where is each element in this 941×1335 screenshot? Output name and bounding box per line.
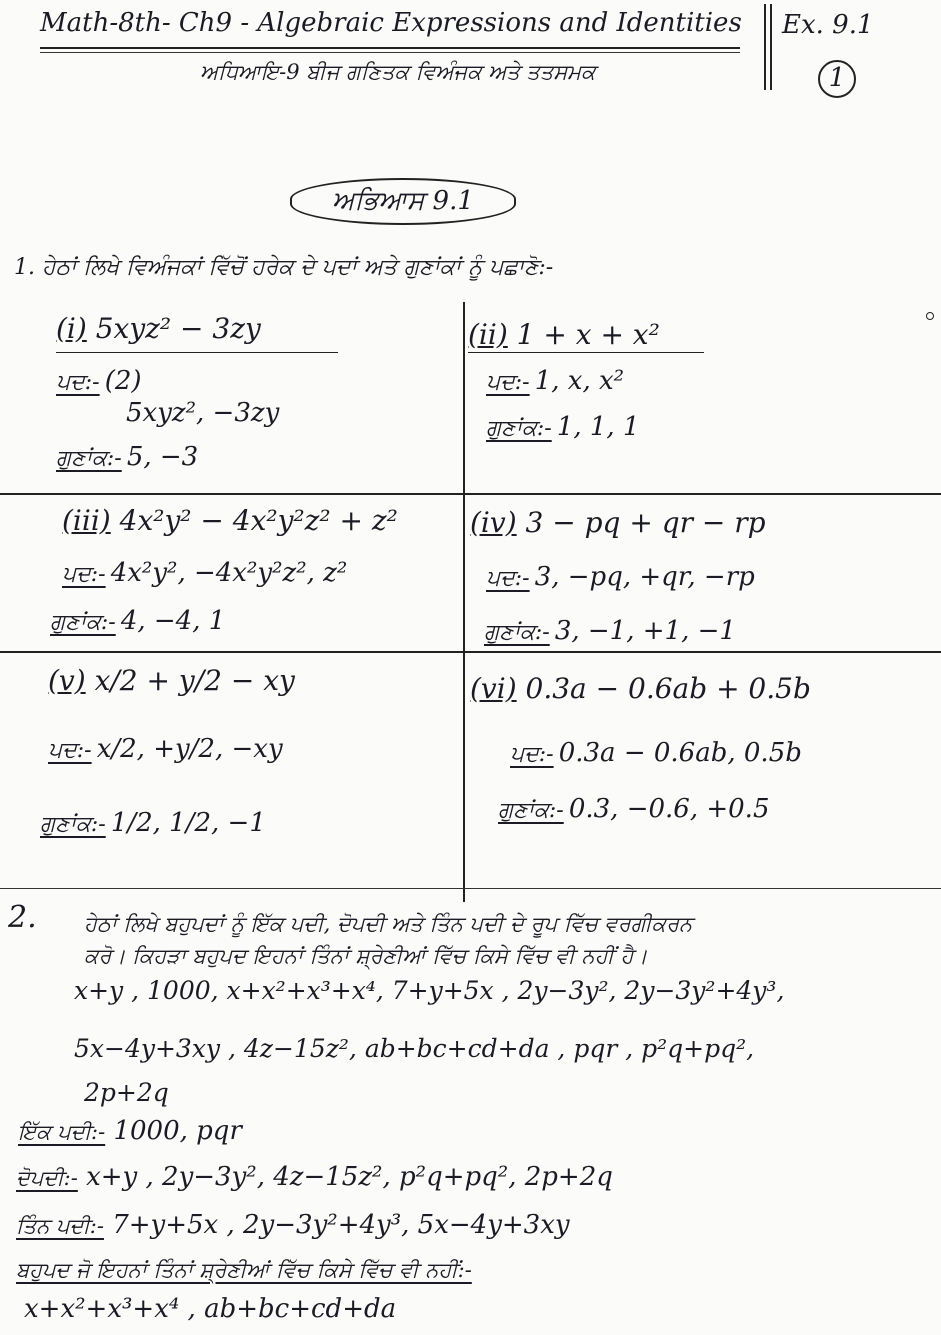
page-number-circle: 1 (818, 60, 856, 98)
question-1-text: 1. ਹੇਠਾਂ ਲਿਖੇ ਵਿਅੰਜਕਾਂ ਵਿੱਚੋਂ ਹਰੇਕ ਦੇ ਪਦਾਂ ਅਤੇ ਗੁਣਾਂਕਾਂ ਨੂੰ ਪਛਾਣੋ:- (14, 255, 554, 280)
binomial-answer: ਦੋਪਦੀ:- x+y , 2y−3y², 4z−15z², p²q+pq², 2p+2q (16, 1162, 613, 1192)
cell-i-underline (56, 352, 338, 353)
none-category-answer: x+x²+x³+x⁴ , ab+bc+cd+da (24, 1294, 397, 1324)
exercise-heading: ਅਭਿਆਸ 9.1 (290, 178, 516, 225)
cell-ii-terms-row: ਪਦ:- 1, x, x² (486, 366, 625, 396)
cell-vi-coefs-row: ਗੁਣਾਂਕ:- 0.3, −0.6, +0.5 (498, 794, 770, 824)
cell-iv-terms-row: ਪਦ:- 3, −pq, +qr, −rp (486, 562, 755, 592)
cell-iii-coefs-row: ਗੁਣਾਂਕ:- 4, −4, 1 (50, 606, 226, 636)
trinomial-answer: ਤਿੰਨ ਪਦੀ:- 7+y+5x , 2y−3y²+4y³, 5x−4y+3xy (16, 1210, 570, 1240)
cell-iii-terms-row: ਪਦ:- 4x²y², −4x²y²z², z² (62, 558, 348, 588)
cell-iv-coefs-row: ਗੁਣਾਂਕ:- 3, −1, +1, −1 (484, 616, 736, 646)
monomial-answer: ਇੱਕ ਪਦੀ:- 1000, pqr (18, 1116, 242, 1146)
question-2-list-line1: x+y , 1000, x+x²+x³+x⁴, 7+y+5x , 2y−3y², 2y−3y²+4y³, (74, 976, 785, 1005)
page-subtitle: ਅਧਿਆਇ-9 ਬੀਜ ਗਣਿਤਕ ਵਿਅੰਜਕ ਅਤੇ ਤਤਸਮਕ (200, 60, 596, 84)
cell-vi-expression: (vi) 0.3a − 0.6ab + 0.5b (470, 672, 811, 705)
grid-vertical-divider (463, 302, 465, 902)
grid-row-divider (0, 493, 941, 495)
none-category-label: ਬਹੁਪਦ ਜੋ ਇਹਨਾਂ ਤਿੰਨਾਂ ਸ਼੍ਰੇਣੀਆਂ ਵਿੱਚ ਕਿਸੇ ਵਿੱਚ ਵੀ ਨਹੀਂ:- (16, 1258, 472, 1282)
page-title: Math-8th- Ch9 - Algebraic Expressions and Identities (40, 8, 742, 38)
question-2-text-line1: ਹੇਠਾਂ ਲਿਖੇ ਬਹੁਪਦਾਂ ਨੂੰ ਇੱਕ ਪਦੀ, ਦੋਪਦੀ ਅਤੇ ਤਿੰਨ ਪਦੀ ਦੇ ਰੂਪ ਵਿੱਚ ਵਰਗੀਕਰਨ (84, 912, 693, 936)
title-underline-2 (40, 52, 740, 53)
question-2-list-line2: 5x−4y+3xy , 4z−15z², ab+bc+cd+da , pqr , p²q+pq², (74, 1034, 755, 1063)
stray-mark (926, 312, 934, 320)
title-underline (40, 47, 740, 49)
cell-i-coefs-row: ਗੁਣਾਂਕ:- 5, −3 (56, 442, 199, 472)
cell-iii-expression: (iii) 4x²y² − 4x²y²z² + z² (62, 504, 398, 537)
cell-ii-underline (468, 352, 704, 353)
cell-vi-terms-row: ਪਦ:- 0.3a − 0.6ab, 0.5b (510, 738, 802, 768)
cell-ii-expression: (ii) 1 + x + x² (468, 318, 660, 351)
cell-v-coefs-row: ਗੁਣਾਂਕ:- 1/2, 1/2, −1 (40, 808, 266, 838)
cell-v-expression: (v) x/2 + y/2 − xy (48, 664, 295, 697)
section-divider (0, 888, 941, 889)
exercise-label: Ex. 9.1 (782, 10, 874, 40)
cell-v-terms-row: ਪਦ:- x/2, +y/2, −xy (48, 734, 283, 764)
grid-row-divider (0, 651, 941, 653)
question-2-list-line3: 2p+2q (84, 1078, 169, 1107)
cell-ii-coefs-row: ਗੁਣਾਂਕ:- 1, 1, 1 (486, 412, 640, 442)
cell-i-terms-row: ਪਦ:- (2) (56, 366, 142, 396)
header-divider (764, 4, 766, 90)
cell-i-expression: (i) 5xyz² − 3zy (56, 312, 261, 345)
cell-i-terms: 5xyz², −3zy (126, 398, 280, 428)
header-divider-2 (770, 4, 772, 90)
question-2-text-line2: ਕਰੋ। ਕਿਹੜਾ ਬਹੁਪਦ ਇਹਨਾਂ ਤਿੰਨਾਂ ਸ਼੍ਰੇਣੀਆਂ ਵਿੱਚ ਕਿਸੇ ਵਿੱਚ ਵੀ ਨਹੀਂ ਹੈ। (84, 944, 648, 968)
question-2-number: 2. (8, 900, 37, 935)
cell-iv-expression: (iv) 3 − pq + qr − rp (470, 506, 766, 539)
